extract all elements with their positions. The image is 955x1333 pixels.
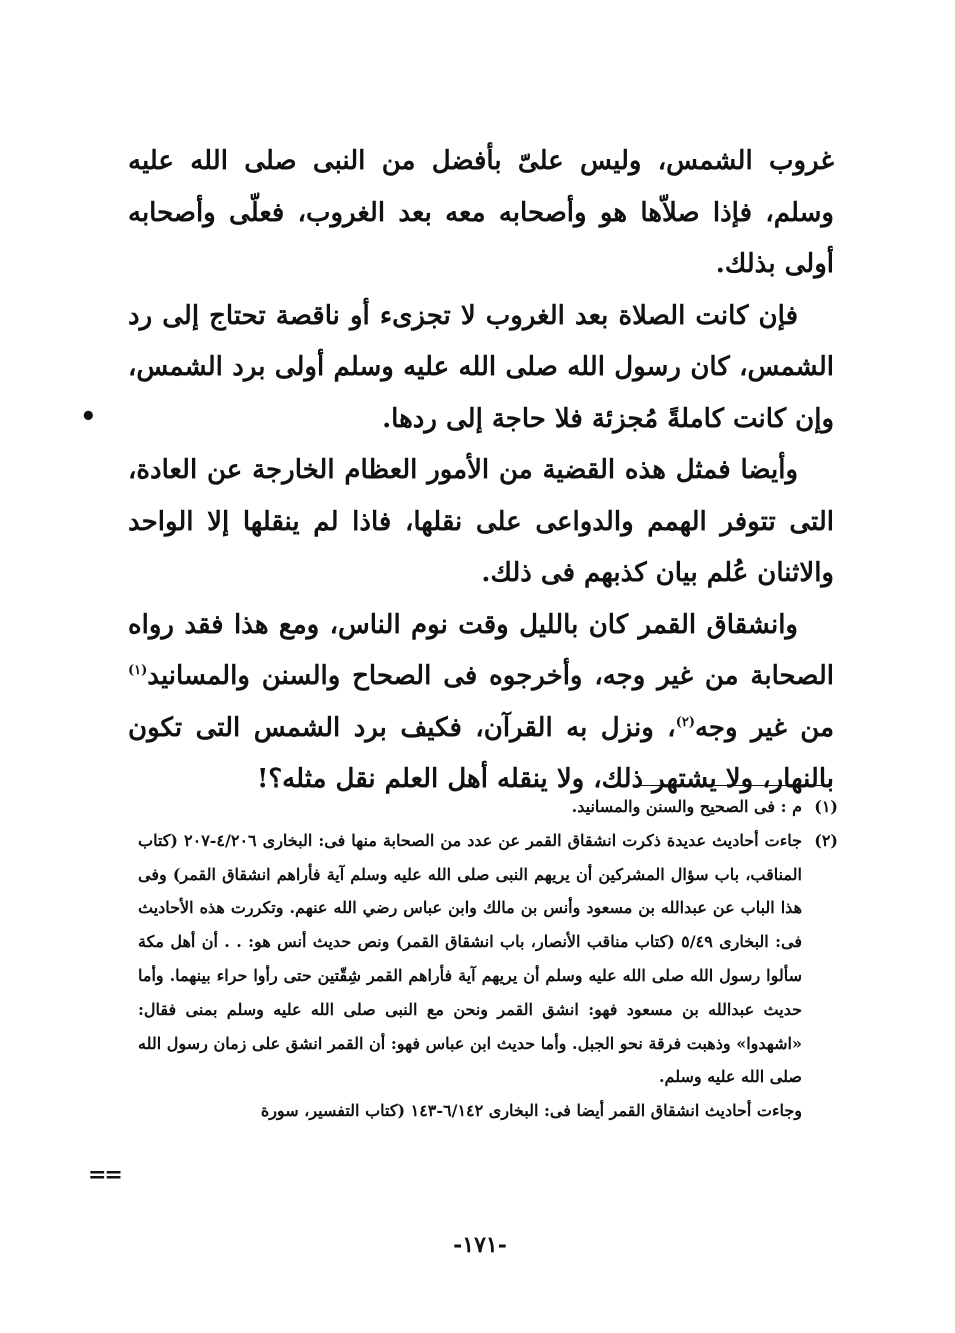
footnote-ref-1[interactable]: (١) (128, 663, 148, 678)
paragraph-4-part-3: ، ونزل به القرآن، فكيف برد الشمس التى تكون بالنهار، ولا يشتهر ذلك، ولا ينقله أهل العلم نقل مثله؟! (128, 712, 834, 794)
paragraph-3: وأيضا فمثل هذه القضية من الأمور العظام الخارجة عن العادة، التى تتوفر الهمم والدواعى على نقلها، فاذا لم ينقلها إلا الواحد والاثنان عُلم بيان كذبهم فى ذلك. (128, 455, 834, 588)
footnote-1-text: م : فى الصحيح والسنن والمسانيد. (571, 797, 802, 816)
footnote-1 (138, 790, 838, 824)
margin-bullet: • (80, 402, 97, 432)
footnote-1-number: (١) (814, 797, 838, 816)
continuation-mark: == (88, 1162, 121, 1188)
footnote-ref-2[interactable]: (٢) (675, 714, 695, 730)
paragraph-4-part-2: من غير وجه (694, 712, 834, 743)
main-text (128, 136, 834, 806)
paragraph-4-part-1: وانشقاق القمر كان بالليل وقت نوم الناس، ومع هذا فقد رواه الصحابة من غير وجه، وأخرجوه فى الصحاح والسنن والمسانيد (128, 609, 834, 691)
paragraph-1: غروب الشمس، وليس علىّ بأفضل من النبى صلى الله عليه وسلم، فإذا صلاّها هو وأصحابه معه بعد الغروب، فعلّى وأصحابه أولى بذلك. (128, 146, 834, 279)
footnote-2 (138, 824, 838, 1094)
paragraph-4 (128, 600, 834, 806)
footnotes (138, 790, 838, 1128)
footnote-2-number: (٢) (814, 830, 838, 850)
page-number: -١٧١- (453, 1232, 507, 1258)
footnote-2-text: جاءت أحاديث عديدة ذكرت انشقاق القمر عن عدد من الصحابة منها فى: البخارى ٤/٢٠٦-٢٠٧ (كتاب المناقب، باب سؤال المشركين أن يريهم النبى صلى الله عليه وسلم آية فأراهم انشقاق القمر) وفى هذا الباب عن عبدالله بن مسعود وأنس بن مالك وابن عباس رضي الله عنهم. وتكررت هذه الأحاديث فى: البخارى ٥/٤٩ (كتاب مناقب الأنصار، باب انشقاق القمر) ونص حديث أنس هو: . . أن أهل مكة سألوا رسول الله صلى الله عليه وسلم أن يريهم آية فأراهم القمر شِقّتين حتى رأوا حراء بينهما. وأما حديث عبدالله بن مسعود فهو: انشق القمر ونحن مع النبى صلى الله عليه وسلم بمنى فقال: «اشهدوا» وذهبت فرقة نحو الجبل. وأما حديث ابن عباس فهو: أن القمر انشق على زمان رسول الله صلى الله عليه وسلم. (138, 830, 803, 1087)
paragraph-2: فإن كانت الصلاة بعد الغروب لا تجزىء أو ناقصة تحتاج إلى رد الشمس، كان رسول الله صلى الله عليه وسلم أولى برد الشمس، وإن كانت كاملةً مُجزئة فلا حاجة إلى ردها. (128, 300, 834, 434)
footnote-separator (640, 785, 832, 786)
footnote-2-continued: وجاءت أحاديث انشقاق القمر أيضا فى: البخارى ٦/١٤٢-١٤٣ (كتاب التفسير، سورة (260, 1101, 802, 1121)
